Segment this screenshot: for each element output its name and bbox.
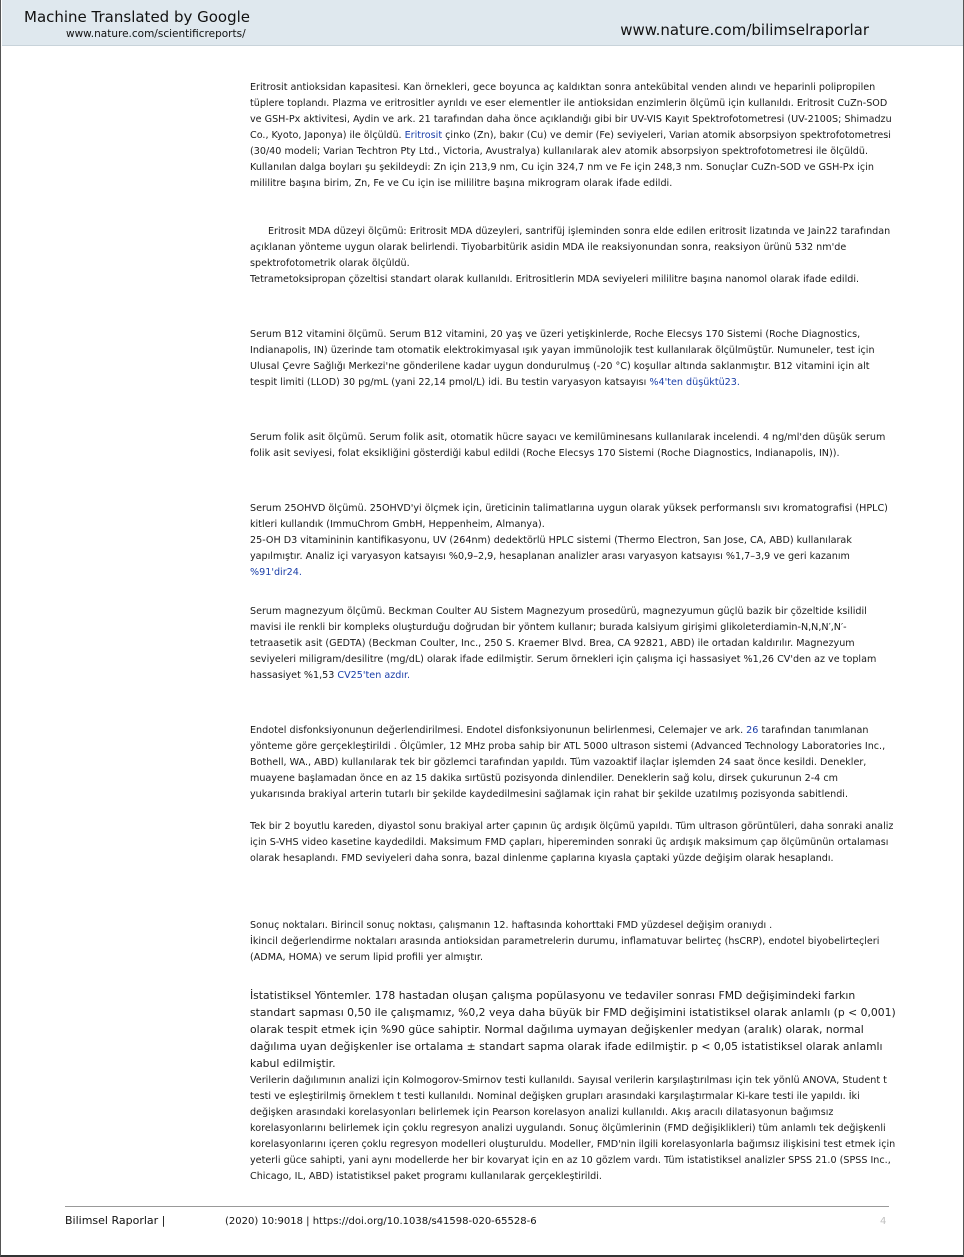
paragraph-endpoints [250,918,896,966]
paragraph-text: Serum B12 vitamini ölçümü. Serum B12 vitamini, 20 yaş ve üzeri yetişkinlerde, Roche Elecsys 170 Sistemi (Roche Diagnostics, Indianapolis, IN) üzerinde tam otomatik elektrokimyasal ışık yayan immünolojik test kullanılarak ölçülmüştür. Numuneler, test için Ulusal Çevre Sağlığı Merkezi'ne gönderilene kadar uygun dondurulmuş (-20 °C) koşullar altında saklanmıştır. B12 vitamini için alt tespit limiti (LLOD) 30 pg/mL (yani 22,14 pmol/L) idi. Bu testin varyasyon katsayısı [250,329,875,388]
paragraph-folic-acid [250,430,896,462]
translated-by-label: Machine Translated by Google [24,8,251,26]
paragraph-text: Sonuç noktaları. Birincil sonuç noktası, çalışmanın 12. haftasında kohorttaki FMD yüzdesel değişim oranıydı . [250,920,773,931]
reference-23-link[interactable]: %4'ten düşüktü23. [649,377,740,388]
paragraph-text: Eritrosit MDA düzeyi ölçümü: Eritrosit MDA düzeyleri, santrifüj işleminden sonra elde edilen eritrosit lizatında ve Jain22 tarafından açıklanan yönteme uygun olarak belirlendi. Tiyobarbitürik asidin MDA ile reaksiyonundan sonra, reaksiyon ürünü 532 nm'de spektrofotometrik olarak ölçüldü. [250,226,891,269]
page-number: 4 [880,1216,887,1227]
paragraph-text: Eritrosit antioksidan kapasitesi. Kan örnekleri, gece boyunca aç kaldıktan sonra antekübital venden alındı ve heparinli polipropilen tüplere toplandı. Plazma ve eritrositler ayrıldı ve eser elementler ile antioksidan enzimlerin ölçümü için kullanıldı. Eritrosit CuZn-SOD ve GSH-Px aktivitesi, Aydin ve ark. 21 tarafından daha önce açıklandığı gibi bir UV-VIS Kayıt Spektrofotometresi (UV-2100S; Shimadzu Co., Kyoto, Japonya) ile ölçüldü. [250,82,892,141]
footer-divider [65,1206,889,1207]
source-url-link[interactable]: www.nature.com/scientificreports/ [66,28,246,40]
paragraph-text: Serum magnezyum ölçümü. Beckman Coulter AU Sistem Magnezyum prosedürü, magnezyumun güçlü bazik bir çözeltide ksilidil mavisi ile renkli bir kompleks oluşturduğu doğrudan bir yöntem kullanır; burada kalsiyum girişimi glikoleterdiamin-N,N,N′,N′-tetraasetik asit (GEDTA) (Beckman Coulter, Inc., 250 S. Kraemer Blvd. Brea, CA 92821, ABD) ile ortadan kaldırılır. Magnezyum seviyeleri miligram/desilitre (mg/dL) olarak ifade edilmiştir. Serum örnekleri için çalışma içi hassasiyet %1,26 CV'den az ve toplam hassasiyet %1,53 [250,606,877,681]
paragraph-text: Serum 25OHVD ölçümü. 25OHVD'yi ölçmek için, üreticinin talimatlarına uygun olarak yüksek performanslı sıvı kromatografisi (HPLC) kitleri kullandık (ImmuChrom GmbH, Heppenheim, Almanya). [250,503,888,530]
paragraph-text: İkincil değerlendirme noktaları arasında antioksidan parametrelerin durumu, inflamatuvar belirteç (hsCRP), endotel biyobelirteçleri (ADMA, HOMA) ve serum lipid profili yer almıştır. [250,936,880,963]
machine-translation-banner [2,0,963,46]
reference-25-link[interactable]: CV25'ten azdır. [337,670,411,681]
paragraph-text: Endotel disfonksiyonunun değerlendirilmesi. Endotel disfonksiyonunun belirlenmesi, Celemajer ve ark. [250,725,747,736]
paragraph-text: Tetrametoksipropan çözeltisi standart olarak kullanıldı. Eritrositlerin MDA seviyeleri mililitre başına nanomol olarak ifade edildi. [250,274,860,285]
paragraph-text: İstatistiksel Yöntemler. 178 hastadan oluşan çalışma popülasyonu ve tedaviler sonrası FMD değişimindeki farkın standart sapması 0,50 ile çalışmamız, %0,2 veya daha büyük bir FMD değişimini istatistiksel olarak anlamlı (p < 0,001) olarak tespit etmek için %90 güce sahiptir. Normal dağılıma uymayan değişkenler medyan (aralık) olarak, normal dağılıma uyan değişkenler ise ortalama ± standart sapma olarak ifade edilmiştir. p < 0,05 istatistiksel olarak anlamlı kabul edilmiştir. [250,989,896,1070]
paragraph-b12 [250,327,896,391]
paragraph-endothelial [250,723,896,803]
footer-journal-name: Bilimsel Raporlar | [65,1214,166,1227]
paragraph-fmd-measurement [250,819,896,867]
paragraph-text: çinko (Zn), bakır (Cu) ve demir (Fe) seviyeleri, Varian atomik absorpsiyon spektrofotometresi (30/40 modeli; Varian Techtron Pty Ltd., Victoria, Avustralya) kullanılarak alev atomik absorpsiyon spektrofotometresi ile ölçüldü. Kullanılan dalga boyları şu şekildeydi: Zn için 213,9 nm, Cu için 324,7 nm ve Fe için 248,3 nm. Sonuçlar CuZn-SOD ve GSH-Px için mililitre başına birim, Zn, Fe ve Cu için ise mililitre başına mikrogram olarak ifade edildi. [250,130,891,189]
paragraph-erythrocyte-antioxidant [250,80,896,192]
paragraph-mda-level [250,224,896,288]
reference-26-link[interactable]: 26 [746,725,759,736]
reference-24-link[interactable]: %91'dir24. [250,567,302,578]
erythrocyte-link[interactable]: Eritrosit [404,130,443,141]
paragraph-text: 25-OH D3 vitamininin kantifikasyonu, UV (264nm) dedektörlü HPLC sistemi (Thermo Electron, San Jose, CA, ABD) kullanılarak yapılmıştır. Analiz içi varyasyon katsayısı %0,9–2,9, hesaplanan analizler arası varyasyon katsayısı %1,7–3,9 ve geri kazanım [250,535,852,562]
paragraph-text: tarafından tanımlanan yönteme göre gerçekleştirildi . Ölçümler, 12 MHz proba sahip bir ATL 5000 ultrason sistemi (Advanced Technology Laboratories Inc., Bothell, WA., ABD) kullanılarak tek bir gözlemci tarafından yapıldı. Tüm vazoaktif ilaçlar işlemden 24 saat önce kesildi. Denekler, muayene başlamadan önce en az 15 dakika sırtüstü pozisyonda dinlendiler. Deneklerin sağ kolu, dirsek çukurunun 2-4 cm yukarısında brakiyal arterin tutarlı bir şekilde kaydedilmesini sağlamak için rahat bir şekilde uzatılmış pozisyonda sabitlendi. [250,725,886,800]
paragraph-statistics [250,988,896,1185]
translated-url-link[interactable]: www.nature.com/bilimselraporlar [620,21,869,39]
paragraph-text: Tek bir 2 boyutlu kareden, diyastol sonu brakiyal arter çapının üç ardışık ölçümü yapıldı. Tüm ultrason görüntüleri, daha sonraki analiz için S-VHS video kasetine kaydedildi. Maksimum FMD çapları, hipereminden sonraki üç ardışık maksimum çap ölçümünün ortalaması olarak hesaplandı. FMD seviyeleri daha sonra, bazal dinlenme çaplarına kıyasla çaptaki yüzde değişim olarak hesaplandı. [250,821,894,864]
paragraph-25ohvd [250,501,896,581]
footer-citation[interactable]: (2020) 10:9018 | https://doi.org/10.1038/s41598-020-65528-6 [225,1216,537,1227]
paragraph-text: Serum folik asit ölçümü. Serum folik asit, otomatik hücre sayacı ve kemilüminesans kullanılarak incelendi. 4 ng/ml'den düşük serum folik asit seviyesi, folat eksikliğini gösterdiği kabul edildi (Roche Elecsys 170 Sistemi (Roche Diagnostics, Indianapolis, IN)). [250,432,886,459]
paragraph-text: Verilerin dağılımının analizi için Kolmogorov-Smirnov testi kullanıldı. Sayısal verilerin karşılaştırılması için tek yönlü ANOVA, Student t testi ve eşleştirilmiş örneklem t testi kullanıldı. Nominal değişken grupları arasındaki karşılaştırmalar Ki-kare testi ile yapıldı. İki değişken arasındaki korelasyonları belirlemek için Pearson korelasyon analizi kullanıldı. Akış aracılı dilatasyonun bağımsız korelasyonlarını belirlemek için çoklu regresyon analizi uygulandı. Sonuç ölçümlerinin (FMD değişiklikleri) tüm anlamlı tek değişkenli korelasyonlarını içeren çoklu regresyon modelleri oluşturuldu. Modeller, FMD'nin ilgili korelasyonlarla bağımsız ilişkisini test etmek için yeterli güce sahipti, yani aynı modellerde her bir kovaryat için en az 10 gözlem vardı. Tüm istatistiksel analizler SPSS 21.0 (SPSS Inc., Chicago, IL, ABD) istatistiksel paket programı kullanılarak gerçekleştirildi. [250,1075,896,1182]
paragraph-magnesium [250,604,896,684]
